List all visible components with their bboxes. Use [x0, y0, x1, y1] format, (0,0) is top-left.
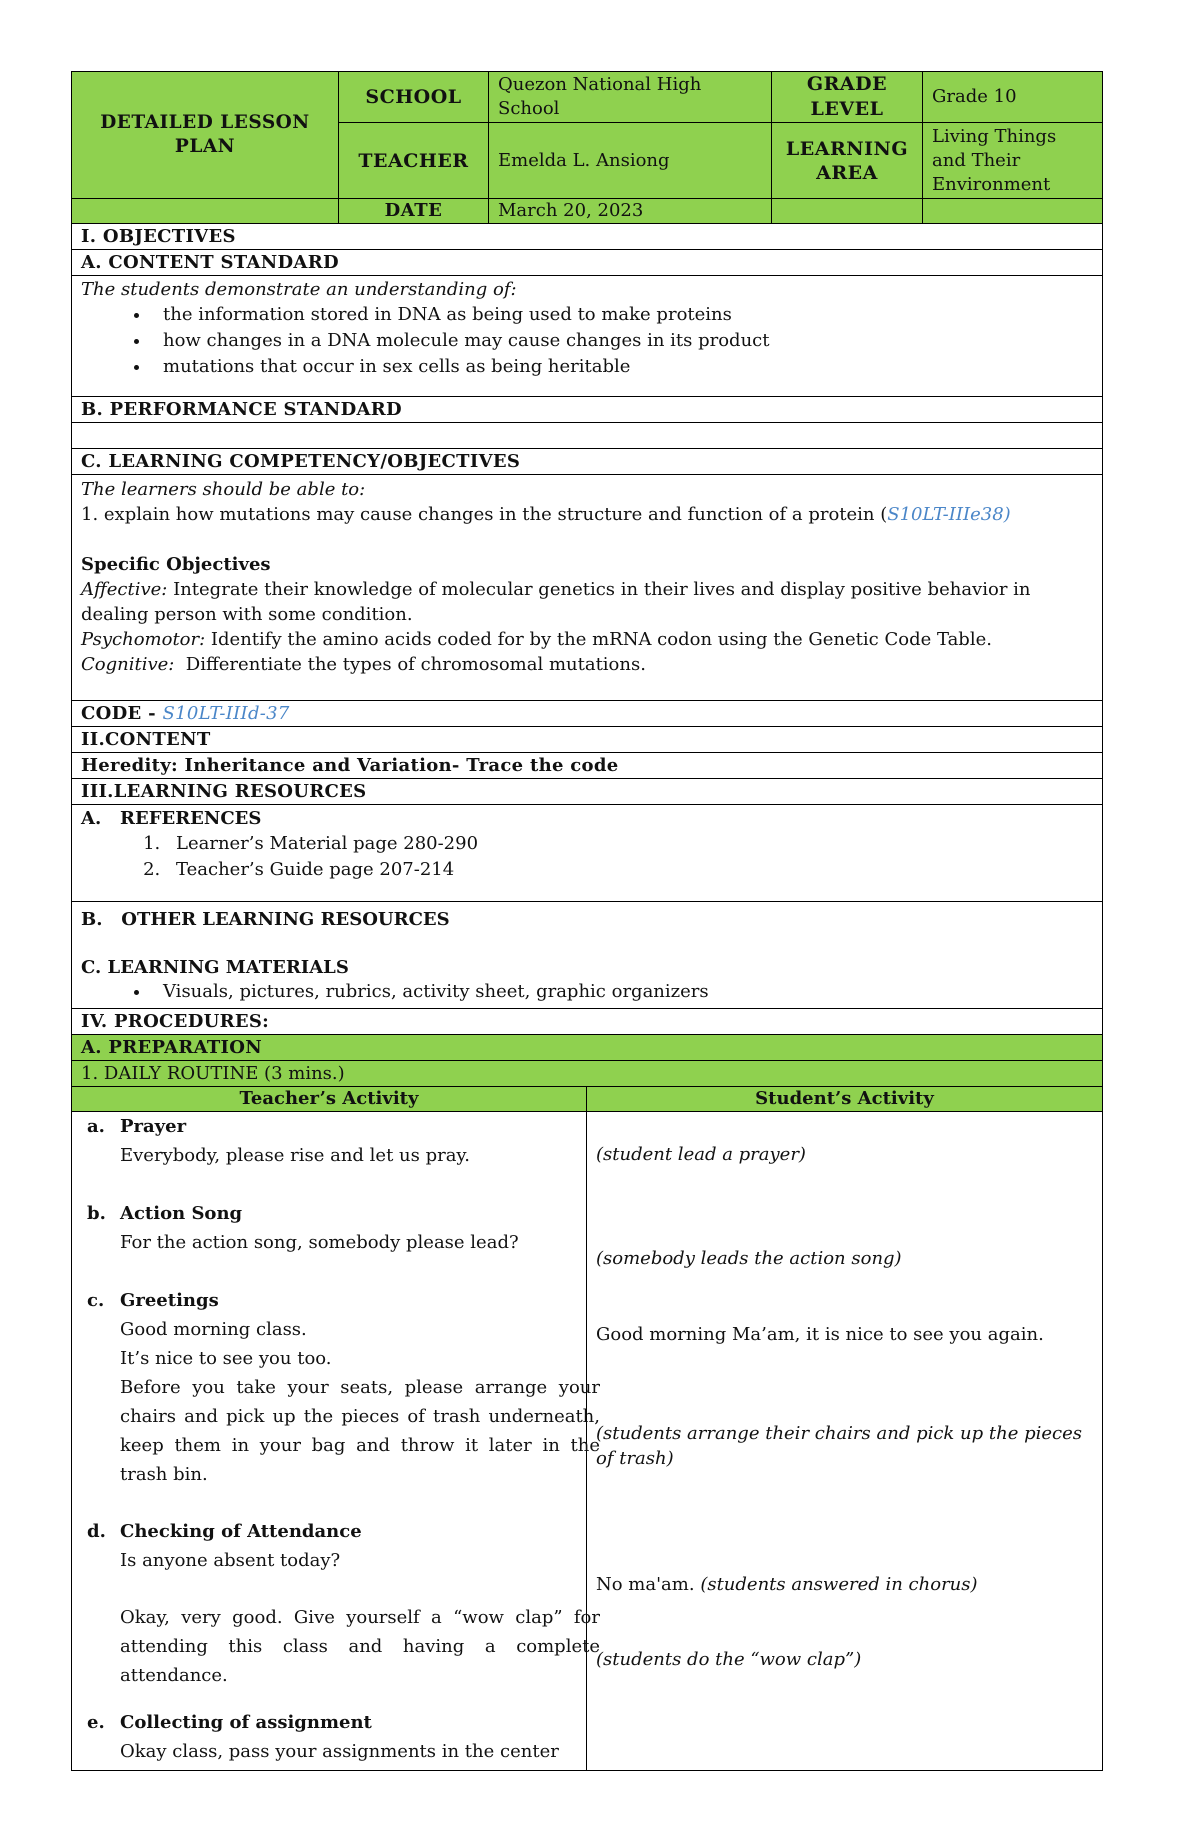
affective-objective: Affective: Integrate their knowledge of molecular genetics in their lives and display positive behavior in dealing person with some condition.: [81, 579, 1031, 625]
content-standard-intro: The students demonstrate an understanding of:: [81, 279, 517, 300]
list-item: • mutations that occur in sex cells as being heritable: [151, 354, 1093, 380]
header-blank-3: [923, 199, 1103, 224]
lesson-plan-document: [71, 71, 1102, 1771]
code-row: CODE - S10LT-IIId-37: [72, 701, 1103, 727]
date-label: DATE: [339, 199, 489, 224]
step-action-song: b. Action Song For the action song, somebody please lead?: [87, 1203, 519, 1253]
teacher-value: Emelda L. Ansiong: [489, 123, 772, 199]
school-label: SCHOOL: [339, 72, 489, 123]
header-blank-2: [772, 199, 923, 224]
content-heading: II.CONTENT: [72, 727, 1103, 753]
materials-heading: C. LEARNING MATERIALS: [81, 957, 349, 978]
cognitive-objective: Cognitive: Differentiate the types of chromosomal mutations.: [81, 654, 646, 675]
performance-standard-heading: B. PERFORMANCE STANDARD: [72, 397, 1103, 423]
references-body: [72, 805, 1103, 902]
list-item: • how changes in a DNA molecule may cause changes in its product: [151, 328, 1093, 354]
lesson-plan-table: [71, 71, 1103, 1771]
competency-item: 1. explain how mutations may cause changes in the structure and function of a protein (S10LT-IIIe38): [81, 504, 1011, 525]
code-value: S10LT-IIId-37: [162, 702, 290, 724]
student-activity-column: [587, 1112, 1103, 1771]
teacher-activity-column: [72, 1112, 600, 1771]
grade-label: GRADE LEVEL: [772, 72, 923, 123]
step-greetings: c. Greetings Good morning class. It’s nice to see you too. Before you take your seats, please arrange your chairs and pick up the pieces of trash underneath, keep them in your bag and throw it later in the trash bin.: [87, 1290, 600, 1485]
list-item: 2. Teacher’s Guide page 207-214: [166, 857, 1093, 883]
grade-value: Grade 10: [923, 72, 1103, 123]
plan-title: DETAILED LESSON PLAN: [72, 72, 339, 199]
response-arrange-chairs: (students arrange their chairs and pick up the pieces of trash): [596, 1423, 1082, 1469]
competency-body: [72, 475, 1103, 701]
resources-heading: III.LEARNING RESOURCES: [72, 779, 1103, 805]
response-attendance: No ma'am. (students answered in chorus): [596, 1574, 978, 1595]
step-prayer: a. Prayer Everybody, please rise and let us pray.: [87, 1116, 470, 1166]
header-blank: [72, 199, 339, 224]
daily-routine-heading: 1. DAILY ROUTINE (3 mins.): [72, 1061, 1103, 1087]
content-standard-body: [72, 276, 1103, 397]
school-value: Quezon National High School: [489, 72, 772, 123]
teacher-activity-header: Teacher’s Activity: [72, 1087, 587, 1112]
area-label: LEARNING AREA: [772, 123, 923, 199]
competency-code: S10LT-IIIe38): [887, 504, 1011, 525]
response-action-song: (somebody leads the action song): [596, 1248, 902, 1269]
response-greetings: Good morning Ma’am, it is nice to see you again.: [596, 1324, 1044, 1345]
response-prayer: (student lead a prayer): [596, 1144, 806, 1165]
objectives-heading: I. OBJECTIVES: [72, 224, 1103, 250]
performance-standard-body: [72, 423, 1103, 449]
step-attendance: d. Checking of Attendance Is anyone absent today? Okay, very good. Give yourself a “wow clap” for attending this class and having a complete attendance.: [87, 1521, 600, 1686]
list-item: 1. Learner’s Material page 280-290: [166, 831, 1093, 857]
list-item: • the information stored in DNA as being used to make proteins: [151, 302, 1093, 328]
specific-objectives-heading: Specific Objectives: [81, 554, 271, 575]
step-assignment: e. Collecting of assignment Okay class, pass your assignments in the center: [87, 1712, 559, 1762]
list-item: • Visuals, pictures, rubrics, activity sheet, graphic organizers: [151, 980, 1093, 1004]
content-topic: Heredity: Inheritance and Variation- Trace the code: [72, 753, 1103, 779]
competency-heading: C. LEARNING COMPETENCY/OBJECTIVES: [72, 449, 1103, 475]
references-heading: A. REFERENCES: [81, 808, 262, 829]
other-resources-heading: B. OTHER LEARNING RESOURCES: [81, 909, 450, 930]
preparation-heading: A. PREPARATION: [72, 1035, 1103, 1061]
student-activity-header: Student’s Activity: [587, 1087, 1103, 1112]
content-standard-heading: A. CONTENT STANDARD: [72, 250, 1103, 276]
other-resources-body: [72, 902, 1103, 1009]
procedures-heading: IV. PROCEDURES:: [72, 1009, 1103, 1035]
response-wow-clap: (students do the “wow clap”): [596, 1649, 862, 1670]
date-value: March 20, 2023: [489, 199, 772, 224]
psychomotor-objective: Psychomotor: Identify the amino acids coded for by the mRNA codon using the Genetic Code Table.: [81, 629, 992, 650]
competency-intro: The learners should be able to:: [81, 479, 366, 500]
teacher-label: TEACHER: [339, 123, 489, 199]
area-value: Living Things and Their Environment: [923, 123, 1103, 199]
